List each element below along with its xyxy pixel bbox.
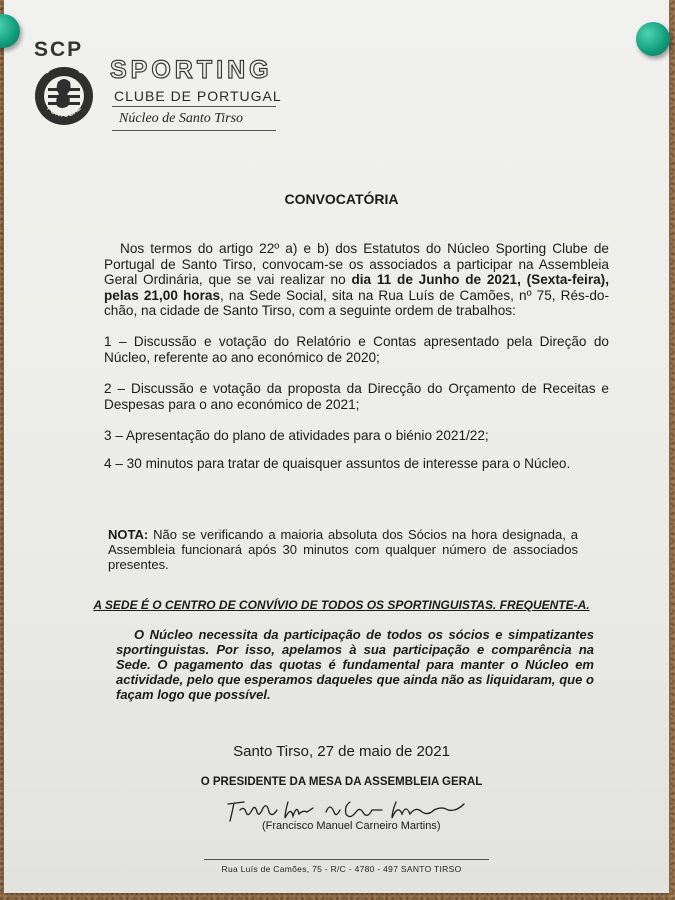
meeting-date: dia 11 de Junho de 2021, (Sexta-feira), pelas 21,00 horas: [104, 272, 609, 303]
club-subtitle: CLUBE DE PORTUGAL: [114, 88, 282, 104]
club-name: SPORTING: [110, 56, 273, 84]
logo-abbreviation: SCP: [34, 38, 84, 61]
intro-text: Nos termos do artigo 22º a) e b) dos Estatutos do Núcleo Sporting Clube de Portugal de Santo Tirso, convocam-se os associados a participar na Assembleia Geral Ordinária, que se vai realizar no: [104, 241, 609, 287]
svg-text:SPORTING: SPORTING: [41, 58, 87, 76]
president-title: O PRESIDENTE DA MESA DA ASSEMBLEIA GERAL: [200, 776, 483, 788]
note-text: Não se verificando a maioria absoluta dos Sócios na hora designada, a Assembleia funcionará após 30 minutos com qualquer número de associados presentes.: [108, 527, 578, 572]
agenda-item: 4 – 30 minutos para tratar de quaisquer assuntos de interesse para o Núcleo.: [104, 456, 571, 471]
divider: [112, 106, 276, 107]
intro-text-continued: , na Sede Social, sita na Rua Luís de Camões, nº 75, Rés-do-chão, na cidade de Santo Tirso, com a seguinte ordem de trabalhos:: [104, 287, 609, 318]
agenda-item: 1 – Discussão e votação do Relatório e Contas apresentado pela Direção do Núcleo, referente ao ano económico de 2020;: [104, 334, 609, 365]
note-label: NOTA:: [108, 527, 149, 542]
agenda-item: 2 – Discussão e votação da proposta da Direcção do Orçamento de Receitas e Despesas para o ano económico de 2021;: [104, 381, 609, 412]
intro-paragraph: [104, 241, 609, 319]
divider: [112, 130, 276, 131]
note-paragraph: [108, 527, 578, 572]
agenda-item: 3 – Apresentação do plano de atividades para o biénio 2021/22;: [104, 428, 489, 443]
footer-address: Rua Luís de Camões, 75 - R/C - 4780 - 497 SANTO TIRSO: [221, 864, 462, 874]
document-title: CONVOCATÓRIA: [284, 191, 399, 207]
branch-name: Núcleo de Santo Tirso: [119, 111, 244, 126]
svg-text:PORTUGAL: PORTUGAL: [45, 105, 83, 119]
notice-paper: [4, 0, 669, 893]
divider: [204, 859, 489, 860]
slogan: A SEDE É O CENTRO DE CONVÍVIO DE TODOS OS SPORTINGUISTAS. FREQUENTE-A.: [93, 598, 590, 612]
signatory-name: (Francisco Manuel Carneiro Martins): [262, 820, 441, 832]
pushpin-icon: [636, 22, 670, 56]
appeal-paragraph: O Núcleo necessita da participação de todos os sócios e simpatizantes sportinguistas. Por isso, apelamos à sua participação e comparência na Sede. O pagamento das quotas é fundamental para manter o Núcleo em actividade, pelo que esperamos daqueles que ainda não as liquidaram, que o façam logo que possível.: [116, 627, 594, 702]
place-and-date: Santo Tirso, 27 de maio de 2021: [233, 743, 450, 760]
